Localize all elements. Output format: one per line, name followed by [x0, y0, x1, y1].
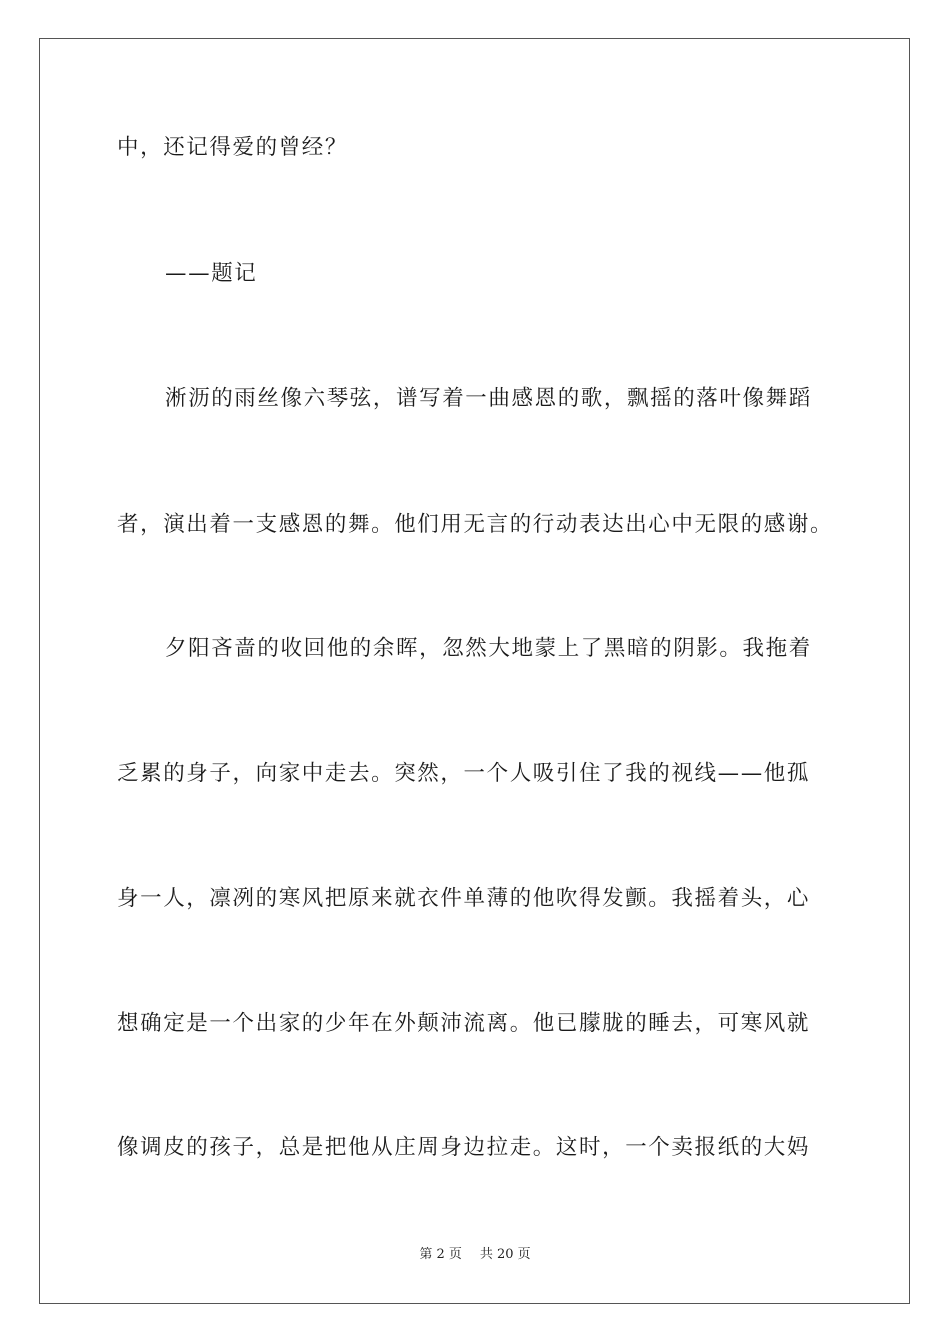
page-total: 共 20 页 — [479, 1247, 531, 1262]
text-line-signature: ——题记 — [165, 261, 258, 286]
page-footer — [0, 1246, 950, 1264]
page-number: 第 2 页 — [419, 1247, 462, 1262]
text-line: 身一人，凛冽的寒风把原来就衣件单薄的他吹得发颤。我摇着头，心 — [117, 886, 811, 911]
text-line: 夕阳吝啬的收回他的余晖，忽然大地蒙上了黑暗的阴影。我拖着 — [165, 636, 812, 661]
page-border — [39, 38, 910, 1304]
text-line: 像调皮的孩子，总是把他从庄周身边拉走。这时，一个卖报纸的大妈 — [117, 1135, 811, 1160]
text-line: 淅沥的雨丝像六琴弦，谱写着一曲感恩的歌，飘摇的落叶像舞蹈 — [165, 386, 812, 411]
text-line: 者，演出着一支感恩的舞。他们用无言的行动表达出心中无限的感谢。 — [117, 512, 834, 537]
text-line: 中，还记得爱的曾经？ — [117, 135, 349, 160]
text-line: 乏累的身子，向家中走去。突然，一个人吸引住了我的视线——他孤 — [117, 761, 811, 786]
text-line: 想确定是一个出家的少年在外颠沛流离。他已朦胧的睡去，可寒风就 — [117, 1011, 811, 1036]
